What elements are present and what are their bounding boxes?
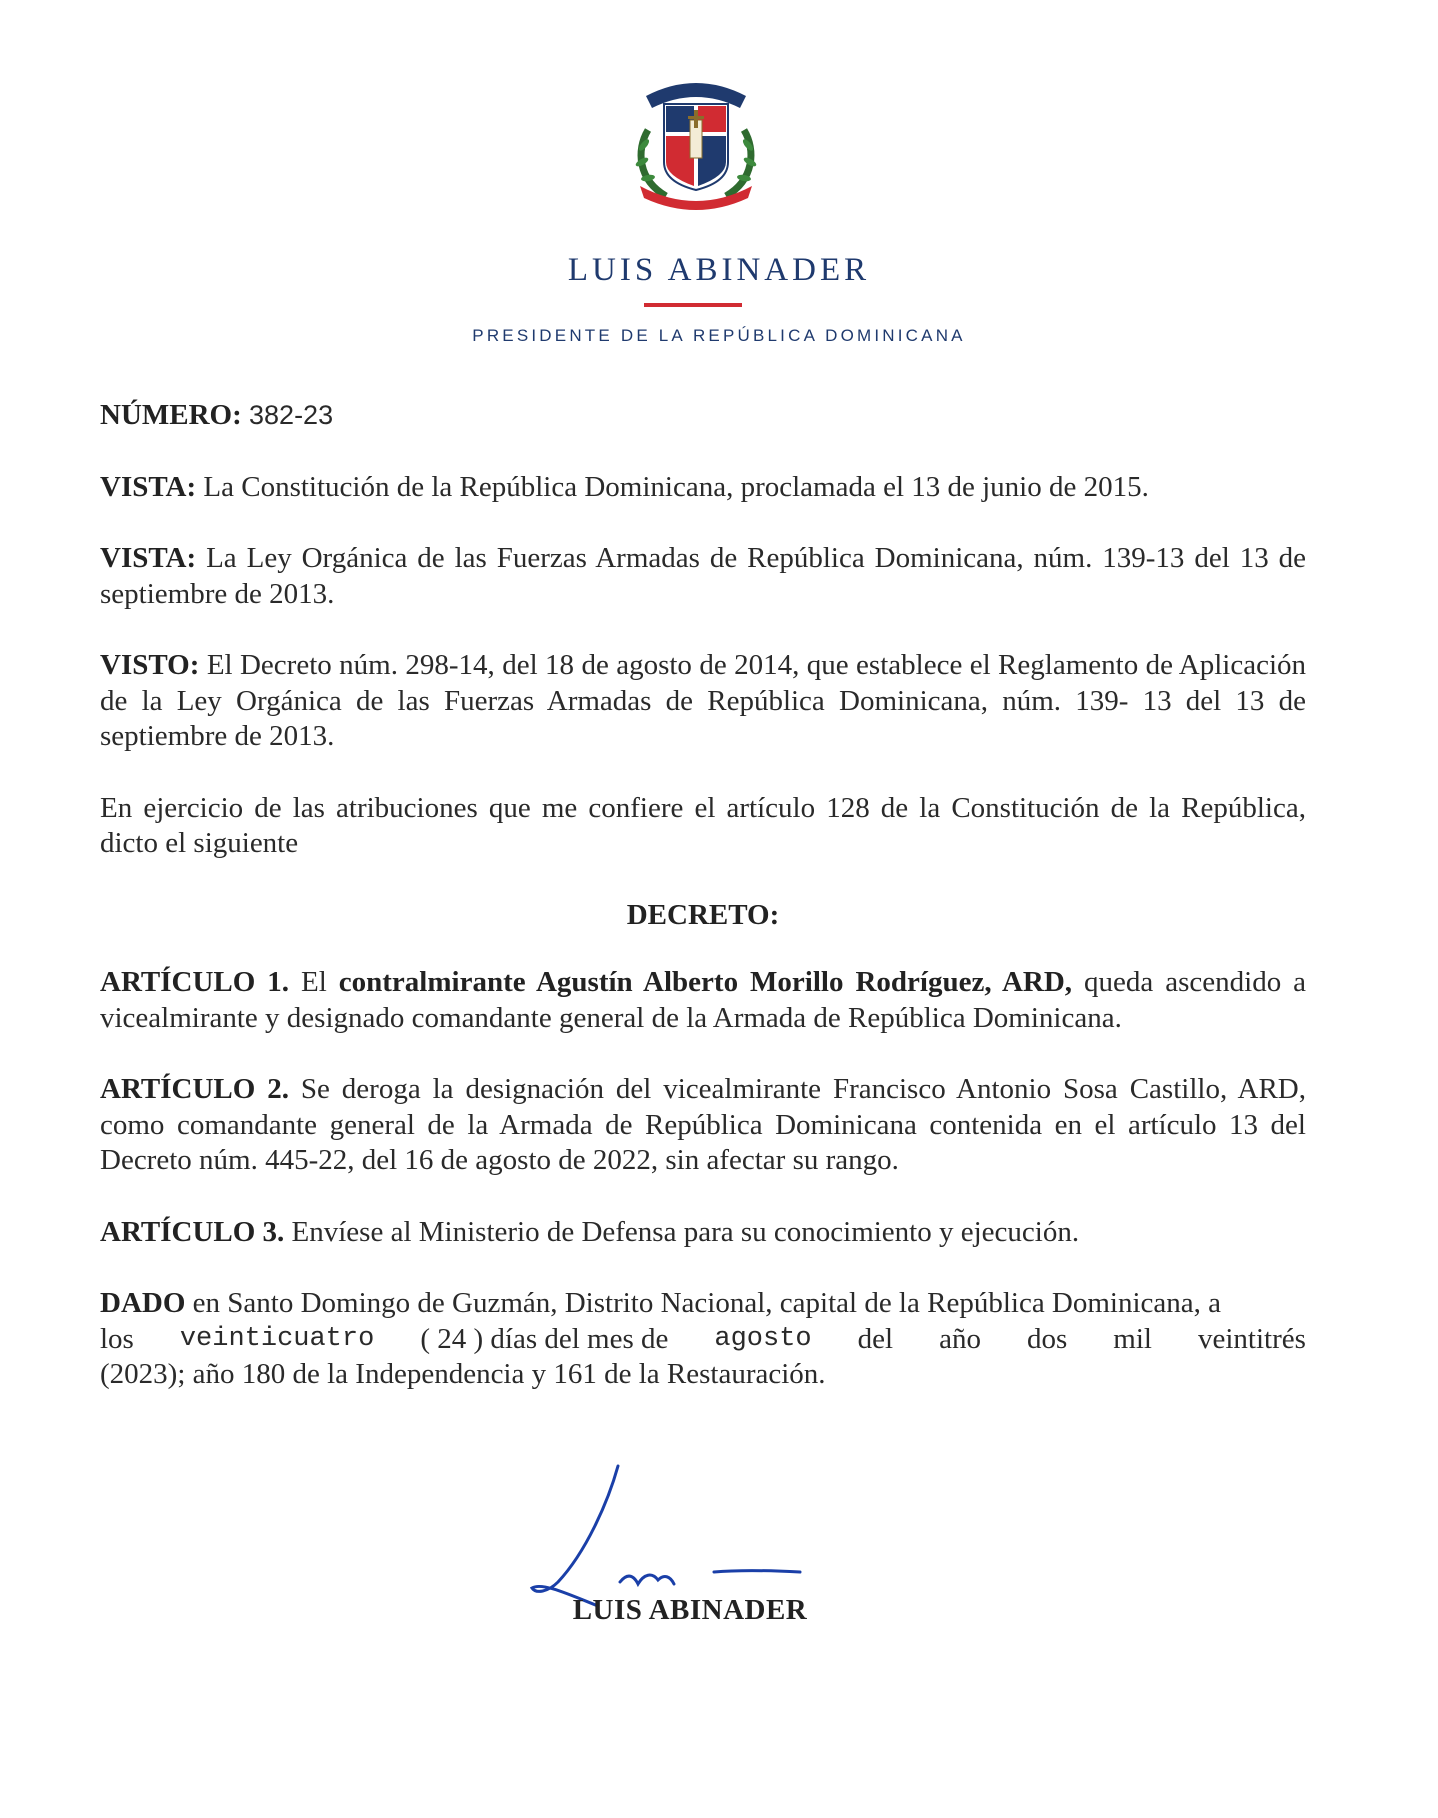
vista-label: VISTA:	[100, 470, 197, 503]
dado-line-1-text: en Santo Domingo de Guzmán, Distrito Nacional, capital de la República Dominicana, a	[192, 1287, 1222, 1319]
dado-paragraph	[100, 1286, 1306, 1393]
numero-line	[100, 398, 1306, 434]
dado-day-group	[420, 1322, 668, 1358]
articulo-bold-name: contralmirante Agustín Alberto Morillo Rodríguez, ARD,	[338, 966, 1073, 998]
articulo-label: ARTÍCULO 2.	[100, 1073, 289, 1105]
numero-label: NÚMERO:	[100, 399, 242, 431]
visto-label: VISTO:	[100, 649, 200, 681]
decreto-heading	[100, 898, 1306, 934]
dado-year-word: dos	[1026, 1322, 1068, 1355]
vista-label: VISTA:	[100, 542, 197, 574]
dado-day-number: ( 24 )	[420, 1322, 484, 1355]
visto-text: El Decreto núm. 298-14, del 18 de agosto de 2014, que establece el Reglamento de Aplicación de la Ley Orgánica de las Fuerzas Armadas de República Dominicana, núm. 139- 13 del 13 de septiembre de 2013.	[100, 649, 1307, 752]
ejercicio-paragraph: En ejercicio de las atribuciones que me confiere el artículo 128 de la Constitución de la República, dicto el siguiente	[100, 791, 1306, 859]
decreto-heading-text: DECRETO:	[626, 898, 780, 931]
letterhead-name: LUIS ABINADER	[567, 252, 871, 288]
dado-label: DADO	[100, 1287, 186, 1319]
dado-line-2	[100, 1322, 1306, 1358]
dado-month: agosto	[714, 1323, 812, 1354]
dado-year-word: veintitrés	[1197, 1322, 1306, 1355]
articulo-label: ARTÍCULO 1.	[100, 966, 290, 998]
articulo-2	[100, 1072, 1306, 1179]
decree-body	[100, 398, 1306, 1393]
dado-line-3: (2023); año 180 de la Independencia y 161 de la Restauración.	[100, 1358, 826, 1390]
signatory-name: LUIS ABINADER	[572, 1594, 808, 1626]
numero-value: 382-23	[249, 400, 334, 430]
coat-of-arms-seal	[628, 70, 764, 210]
vista-text: La Constitución de la República Dominicana, proclamada el 13 de junio de 2015.	[203, 470, 1149, 503]
articulo-1	[100, 965, 1306, 1036]
visto-decreto	[100, 648, 1306, 755]
dado-day-words: veinticuatro	[179, 1323, 375, 1354]
letterhead-title: PRESIDENTE DE LA REPÚBLICA DOMINICANA	[472, 326, 966, 345]
dado-year-word: mil	[1113, 1322, 1152, 1355]
vista-ley-organica	[100, 541, 1306, 612]
articulo-label: ARTÍCULO 3.	[100, 1215, 285, 1248]
articulo-text: queda ascendido a vicealmirante y designado comandante general de la Armada de República Dominicana.	[100, 966, 1307, 1034]
vista-constitucion	[100, 470, 1306, 506]
articulo-3	[100, 1215, 1306, 1251]
dado-year-word: año	[939, 1322, 981, 1355]
vista-text: La Ley Orgánica de las Fuerzas Armadas de República Dominicana, núm. 139-13 del 13 de septiembre de 2013.	[100, 542, 1307, 610]
articulo-text: Se deroga la designación del vicealmirante Francisco Antonio Sosa Castillo, ARD, como comandante general de la Armada de República Dominicana contenida en el artículo 13 del Decreto núm. 445-22, del 16 de agosto de 2022, sin afectar su rango.	[100, 1073, 1306, 1176]
articulo-text: Envíese al Ministerio de Defensa para su conocimiento y ejecución.	[291, 1215, 1080, 1248]
dado-los: los	[100, 1322, 134, 1355]
dado-del: del	[857, 1322, 894, 1355]
letterhead-red-rule	[644, 303, 742, 307]
dado-mes-text: días del mes de	[490, 1322, 669, 1355]
dado-line-1	[100, 1286, 1306, 1322]
articulo-lead: El	[301, 966, 327, 998]
